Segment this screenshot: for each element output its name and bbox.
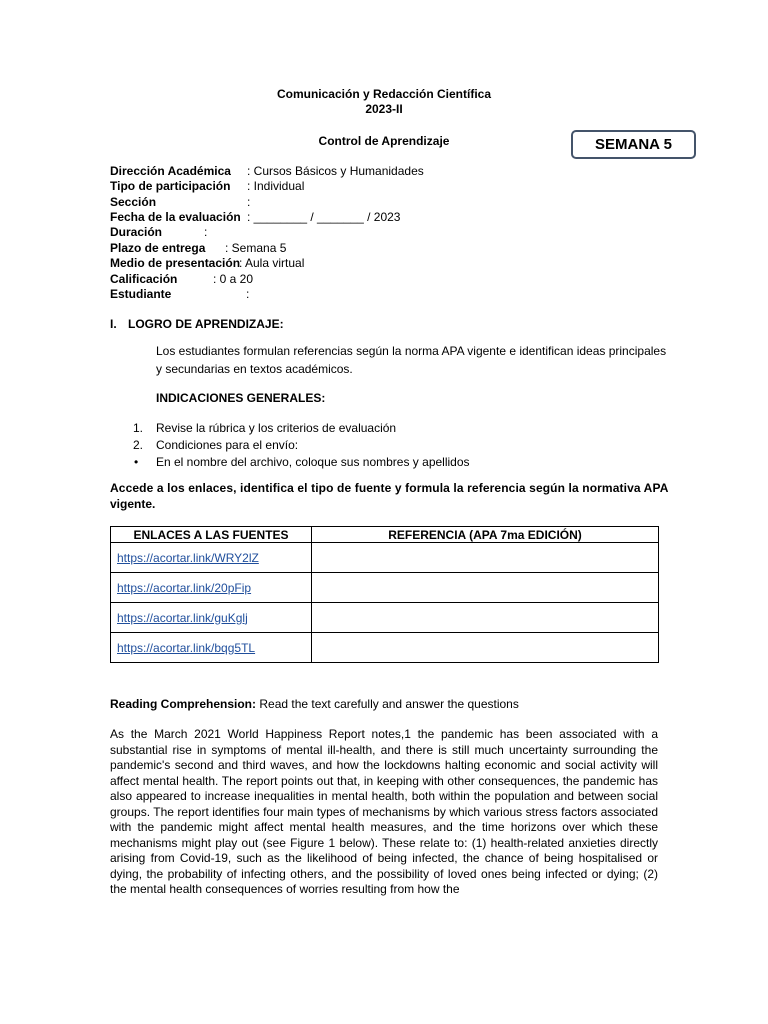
section-number: I. (110, 317, 117, 331)
list-item: En el nombre del archivo, coloque sus nombres y apellidos (156, 455, 470, 469)
list-marker: 2. (133, 438, 144, 452)
section-heading: LOGRO DE APRENDIZAJE: (128, 317, 284, 331)
info-value-plazo: : Semana 5 (225, 241, 287, 255)
info-value-fecha: : ________ / _______ / 2023 (247, 210, 401, 224)
info-label-estudiante: Estudiante (110, 287, 172, 301)
period: 2023-II (365, 102, 403, 116)
reference-cell[interactable] (312, 573, 659, 603)
reference-cell[interactable] (312, 633, 659, 663)
section-text-line2: y secundarias en textos académicos. (156, 362, 353, 376)
info-label-plazo: Plazo de entrega (110, 241, 206, 255)
list-item: Revise la rúbrica y los criterios de evaluación (156, 421, 397, 435)
info-value-duracion: : (204, 225, 208, 239)
source-link[interactable]: https://acortar.link/guKglj (111, 603, 312, 633)
list-marker: 1. (133, 421, 144, 435)
table-row (111, 633, 659, 663)
reference-cell[interactable] (312, 603, 659, 633)
table-header-links: ENLACES A LAS FUENTES (111, 527, 312, 543)
table-row (111, 603, 659, 633)
document-subtitle: Control de Aprendizaje (318, 134, 450, 148)
reading-paragraph: As the March 2021 World Happiness Report notes,1 the pandemic has been associated with a substantial rise in symptoms of mental ill-health, and there is still much uncertainty surrounding the pandemic's second and third waves, and how the lockdowns halting economic and social activity will affect mental health. The report points out that, in keeping with other consequences, the pandemic has also appeared to increase inequalities in mental health, both within the population and between social groups. The report identifies four main types of mechanisms by which various stress factors associated with the pandemic might affect mental health measures, and the time horizons over which these mechanisms might play out (see Figure 1 below). These relate to: (1) health-related anxieties directly arising from Covid-19, such as the likelihood of being infected, the chance of being hospitalised or dying, the probability of infecting others, and the possibility of loved ones being infected or dying; (2) the mental health consequences of worries resulting from how the (110, 727, 658, 896)
info-value-calificacion: : 0 a 20 (213, 272, 254, 286)
table-row (111, 543, 659, 573)
reading-heading (110, 697, 519, 712)
info-label-medio: Medio de presentación (110, 256, 241, 270)
info-label-direccion: Dirección Académica (110, 164, 231, 178)
table-header-reference: REFERENCIA (APA 7ma EDICIÓN) (312, 527, 659, 543)
info-label-seccion: Sección (110, 195, 157, 209)
table-row (111, 573, 659, 603)
bullet-icon: • (134, 455, 139, 469)
course-title: Comunicación y Redacción Científica (276, 87, 492, 101)
source-link[interactable]: https://acortar.link/WRY2lZ (111, 543, 312, 573)
sources-table (110, 526, 659, 663)
instruction-line1: Accede a los enlaces, identifica el tipo de fuente y formula la referencia según la normativa APA (110, 481, 669, 495)
reading-instruction: Read the text carefully and answer the questions (256, 697, 519, 711)
section-text-line1: Los estudiantes formulan referencias según la norma APA vigente e identifican ideas principales (156, 344, 667, 358)
source-link[interactable]: https://acortar.link/20pFip (111, 573, 312, 603)
info-value-seccion: : (247, 195, 251, 209)
info-label-tipo: Tipo de participación (110, 179, 231, 193)
instruction-line2: vigente. (110, 497, 156, 511)
info-value-estudiante: : (246, 287, 250, 301)
info-label-duracion: Duración (110, 225, 163, 239)
info-label-calificacion: Calificación (110, 272, 178, 286)
source-link[interactable]: https://acortar.link/bqg5TL (111, 633, 312, 663)
info-label-fecha: Fecha de la evaluación (110, 210, 241, 224)
indications-heading: INDICACIONES GENERALES: (156, 391, 326, 405)
info-value-direccion: : Cursos Básicos y Humanidades (247, 164, 424, 178)
list-item: Condiciones para el envío: (156, 438, 299, 452)
reference-cell[interactable] (312, 543, 659, 573)
info-value-tipo: : Individual (247, 179, 305, 193)
week-badge: SEMANA 5 (571, 130, 696, 159)
reading-label: Reading Comprehension: (110, 697, 257, 711)
info-value-medio: : Aula virtual (239, 256, 305, 270)
